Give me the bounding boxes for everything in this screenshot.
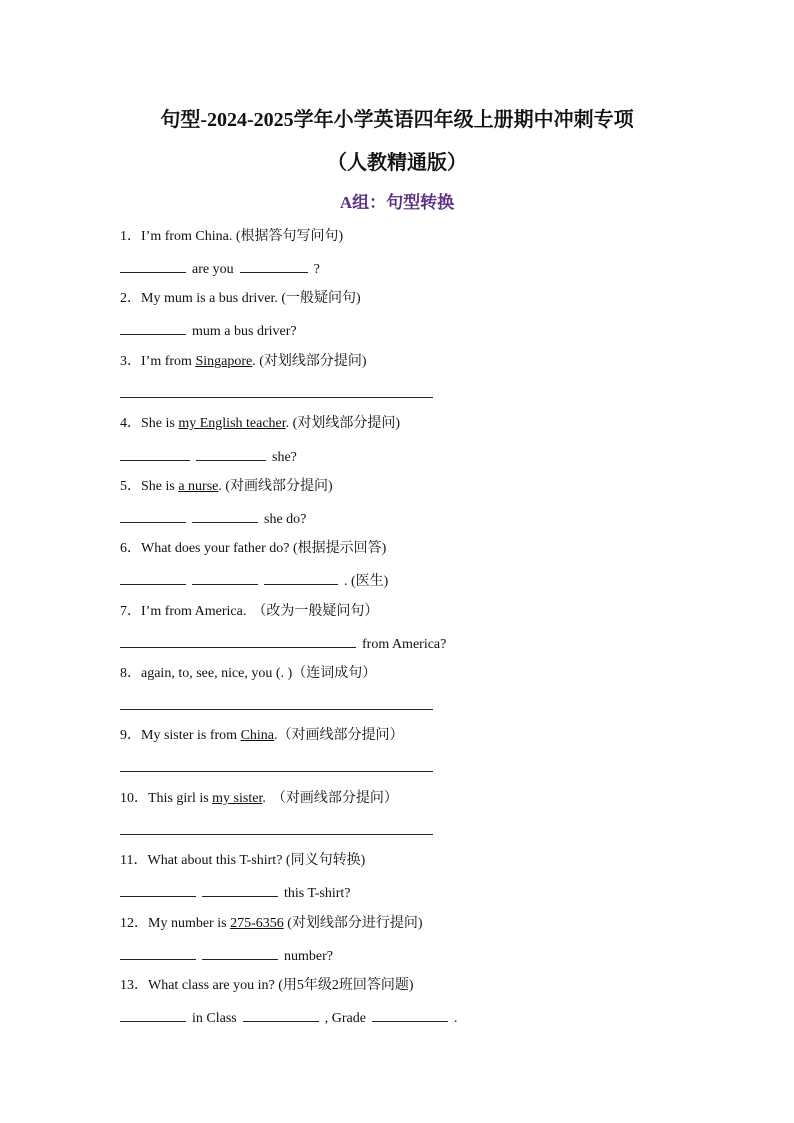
answer-blank[interactable] [120,258,186,273]
answer-blank[interactable] [240,258,308,273]
answer-text: ? [313,262,320,277]
question-text: . [285,416,293,431]
answer-text: this T-shirt? [284,886,351,901]
answer-blank[interactable] [120,757,433,772]
underlined-phrase: Singapore [195,354,253,369]
answer-text: number? [284,949,333,964]
question-text: I’m from [141,354,196,369]
answer-7 [120,633,446,653]
page-title: 句型-2024-2025学年小学英语四年级上册期中冲刺专项 [160,109,634,131]
question-hint: （改为一般疑问句） [252,604,379,619]
question-number: 10． [120,791,148,806]
question-number: 9． [120,728,141,743]
question-text: My sister is from [141,728,241,743]
question-number: 4． [120,416,141,431]
question-number: 12． [120,916,148,931]
question-number: 8． [120,666,141,681]
question-11 [120,851,365,871]
underlined-phrase: my sister [212,791,263,806]
question-number: 5． [120,479,141,494]
answer-13 [120,1007,457,1027]
question-5 [120,477,333,497]
answer-blank[interactable] [120,695,433,710]
answer-12 [120,945,333,965]
question-number: 7． [120,604,141,619]
question-hint: (一般疑问句) [281,291,361,306]
answer-blank[interactable] [202,882,278,897]
question-1 [120,227,343,247]
question-hint: (对划线部分提问) [259,354,367,369]
question-3 [120,352,367,372]
question-text: My mum is a bus driver. [141,291,282,306]
answer-11 [120,882,351,902]
answer-6 [120,570,388,590]
answer-text: she do? [264,512,307,527]
answer-text: , Grade [324,1011,366,1026]
question-hint: (对划线部分进行提问) [287,916,423,931]
answer-blank[interactable] [120,820,433,835]
question-text: . [252,354,260,369]
answer-10 [120,820,433,840]
answer-8 [120,695,433,715]
question-text: . [274,728,278,743]
question-7 [120,602,378,622]
answer-4 [120,446,297,466]
question-hint: (对画线部分提问) [225,479,333,494]
answer-text: are you [192,262,234,277]
underlined-phrase: 275-6356 [230,916,284,931]
question-hint: (根据答句写问句) [235,229,344,244]
answer-blank[interactable] [120,383,433,398]
question-text: What class are you in? [148,978,279,993]
answer-blank[interactable] [120,1007,186,1022]
question-9 [120,726,404,746]
question-4 [120,414,400,434]
answer-text: from America? [362,637,447,652]
answer-text: she? [272,450,297,465]
question-hint: （对画线部分提问） [271,791,398,806]
answer-1 [120,258,320,278]
answer-blank[interactable] [120,945,196,960]
question-text: What about this T-shirt? [147,853,286,868]
underlined-phrase: China [240,728,275,743]
question-text: This girl is [148,791,213,806]
question-10 [120,789,398,809]
question-hint: (对划线部分提问) [292,416,400,431]
question-text: I’m from China. [141,229,236,244]
answer-text: . [453,1011,458,1026]
question-number: 11． [120,853,148,868]
answer-blank[interactable] [120,882,196,897]
question-12 [120,914,423,934]
question-hint: (根据提示回答) [293,541,387,556]
answer-blank[interactable] [196,446,266,461]
page-subtitle: （人教精通版） [327,152,467,174]
answer-blank[interactable] [120,320,186,335]
answer-blank[interactable] [192,508,258,523]
question-13 [120,976,414,996]
question-hint: (同义句转换) [285,853,366,868]
answer-2 [120,320,297,340]
group-heading: A组：句型转换 [339,193,455,212]
underlined-phrase: my English teacher [178,416,286,431]
question-hint: (用5年级2班回答问题) [278,978,414,993]
question-text: . [262,791,266,806]
question-2 [120,289,361,309]
question-number: 13． [120,978,148,993]
question-hint: （对画线部分提问） [277,728,404,743]
question-text: My number is [148,916,231,931]
answer-text: in Class [192,1011,237,1026]
answer-blank[interactable] [120,633,356,648]
question-number: 6． [120,541,141,556]
answer-blank[interactable] [202,945,278,960]
answer-blank[interactable] [264,570,338,585]
answer-9 [120,757,433,777]
question-number: 2． [120,291,141,306]
question-hint: （连词成句） [292,666,377,681]
answer-3 [120,383,433,403]
answer-blank[interactable] [192,570,258,585]
answer-5 [120,508,306,528]
question-6 [120,539,386,559]
answer-text: . (医生) [344,574,389,589]
question-text: . [218,479,226,494]
question-text: She is [141,479,179,494]
answer-blank[interactable] [120,508,186,523]
question-number: 1． [120,229,141,244]
answer-blank[interactable] [120,570,186,585]
question-number: 3． [120,354,141,369]
underlined-phrase: a nurse [178,479,219,494]
question-text: She is [141,416,179,431]
question-text: again, to, see, nice, you (. ) [141,666,293,681]
question-text: What does your father do? [141,541,293,556]
answer-blank[interactable] [243,1007,319,1022]
answer-text: mum a bus driver? [192,324,297,339]
question-8 [120,664,376,684]
answer-blank[interactable] [372,1007,448,1022]
question-text: I’m from America. [141,604,247,619]
answer-blank[interactable] [120,446,190,461]
